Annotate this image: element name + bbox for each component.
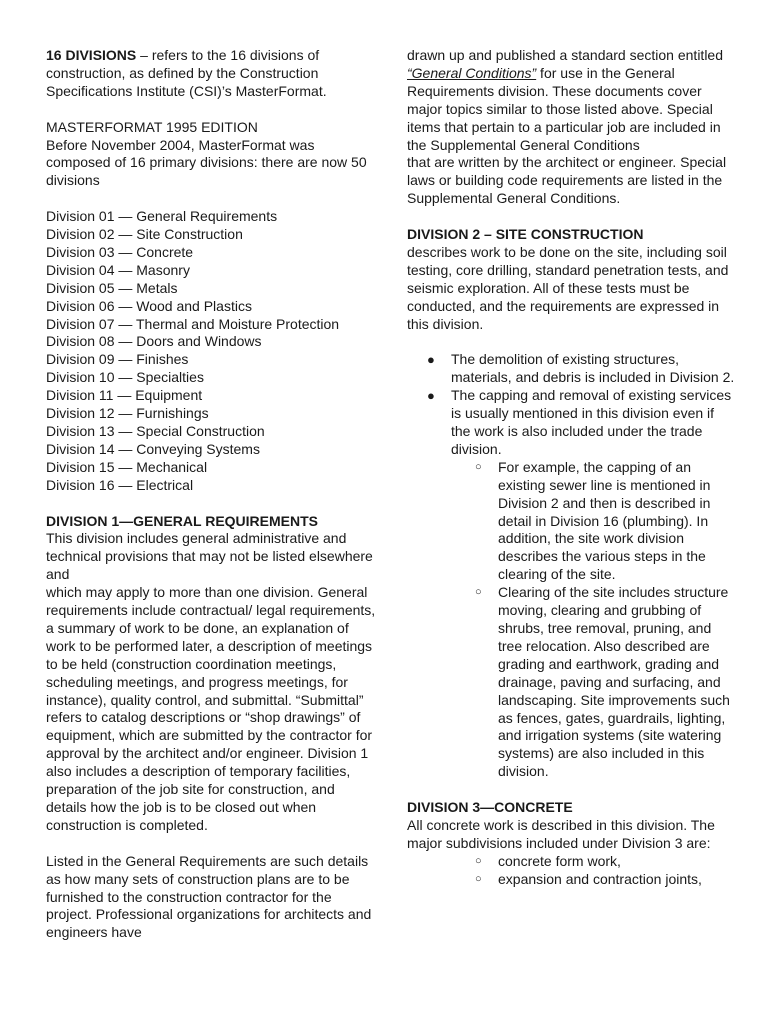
circle-bullet-icon: ○ <box>475 872 482 885</box>
division-item: Division 02 — Site Construction <box>46 226 243 243</box>
division-item: Division 03 — Concrete <box>46 243 194 260</box>
division-item: Division 11 — Equipment <box>46 387 203 404</box>
left-column <box>46 47 376 942</box>
division-3-text: All concrete work is described in this division. The major subdivisions included under Division 3 are: <box>407 816 715 851</box>
list-item <box>407 351 737 387</box>
division-1-heading: DIVISION 1—GENERAL REQUIREMENTS <box>46 512 319 529</box>
list-item <box>407 853 737 871</box>
division-item: Division 04 — Masonry <box>46 261 190 278</box>
division-item: Division 16 — Electrical <box>46 476 194 493</box>
division-1-text-b: which may apply to more than one division. General requirements include contractual/ legal requirements, a summary of work to be done, an explanation of work to be performed later, a description of meetings to be held (construction coordination meetings, scheduling meetings, and progress meetings, for instance), quality control, and submittal. “Submittal” refers to catalog descriptions or “shop drawings” of equipment, which are submitted by the contractor for approval by the architect and/or engineer. Division 1 also includes a description of temporary facilities, preparation of the job site for construction, and details how the job is to be closed out when construction is completed. <box>46 584 376 833</box>
division-item: Division 10 — Specialties <box>46 369 204 386</box>
division-3-sub-list <box>407 853 737 889</box>
circle-bullet-icon: ○ <box>475 586 482 599</box>
division-item: Division 12 — Furnishings <box>46 405 209 422</box>
division-2-bullet-list <box>407 351 737 458</box>
division-2-text: describes work to be done on the site, including soil testing, core drilling, standard penetration tests, and seismic exploration. All of these tests must be conducted, and the requirements are expressed in this division. <box>407 243 729 332</box>
division-3-heading: DIVISION 3—CONCRETE <box>407 799 573 816</box>
circle-bullet-icon: ○ <box>475 460 482 473</box>
sub-bullet-text: For example, the capping of an existing sewer line is mentioned in Division 2 and then is described in detail in Division 16 (plumbing). In addition, the site work division describes the various steps in the clearing of the site. <box>498 458 711 583</box>
list-item <box>407 871 737 889</box>
sub-bullet-text: concrete form work, <box>498 852 621 869</box>
sub-bullet-text: Clearing of the site includes structure moving, clearing and grubbing of shrubs, tree removal, pruning, and tree relocation. Also described are grading and earthwork, grading and drainage, paving and surfacing, and landscaping. Site improvements such as fences, gates, guardrails, lighting, and irrigation systems (site watering systems) are also included in this division. <box>498 584 730 780</box>
division-list <box>46 208 376 495</box>
division-item: Division 01 — General Requirements <box>46 208 278 225</box>
division-item: Division 09 — Finishes <box>46 351 189 368</box>
division-2-sub-list <box>407 459 737 781</box>
division-1-text-c: Listed in the General Requirements are such details as how many sets of construction plans are to be furnished to the construction contractor for the project. Professional organizations for architects and engineers have <box>46 852 372 941</box>
division-item: Division 06 — Wood and Plastics <box>46 297 252 314</box>
general-conditions-link: “General Conditions” <box>407 64 537 81</box>
division-item: Division 15 — Mechanical <box>46 458 208 475</box>
list-item <box>407 387 737 459</box>
edition-heading: MASTERFORMAT 1995 EDITION <box>46 118 258 135</box>
circle-bullet-icon: ○ <box>475 854 482 867</box>
right-column <box>407 47 737 889</box>
intro-text: – refers to the 16 divisions of construction, as defined by the Construction Specifications Institute (CSI)’s MasterFormat. <box>46 47 327 99</box>
division-item: Division 13 — Special Construction <box>46 423 265 439</box>
edition-text: Before November 2004, MasterFormat was composed of 16 primary divisions: there are now 50 divisions <box>46 136 367 189</box>
list-item <box>407 459 737 584</box>
division-1-text-a: This division includes general administrative and technical provisions that may not be listed elsewhere and <box>46 530 373 583</box>
bullet-text: The capping and removal of existing services is usually mentioned in this division even if the work is also included under the trade division. <box>451 387 732 457</box>
sub-bullet-text: expansion and contraction joints, <box>498 870 702 887</box>
list-item <box>407 584 737 781</box>
division-item: Division 08 — Doors and Windows <box>46 333 262 350</box>
division-item: Division 05 — Metals <box>46 279 178 296</box>
supplemental-text: that are written by the architect or engineer. Special laws or building code requirements are listed in the Supplemental General Conditions. <box>407 154 727 207</box>
intro-paragraph <box>46 47 376 101</box>
continued-text: drawn up and published a standard section entitled <box>407 47 723 63</box>
division-item: Division 07 — Thermal and Moisture Protection <box>46 315 340 332</box>
bullet-text: The demolition of existing structures, materials, and debris is included in Division 2. <box>451 351 735 386</box>
intro-heading: 16 DIVISIONS <box>46 47 137 63</box>
division-2-heading: DIVISION 2 – SITE CONSTRUCTION <box>407 226 644 243</box>
bullet-icon: ● <box>427 352 435 368</box>
division-item: Division 14 — Conveying Systems <box>46 440 260 457</box>
continued-text-b: for use in the General Requirements division. These documents cover major topics similar to those listed above. Special items that pertain to a particular job are included in the Supplemental General Conditions <box>407 64 721 153</box>
general-conditions-paragraph <box>407 47 737 154</box>
bullet-icon: ● <box>427 388 435 404</box>
